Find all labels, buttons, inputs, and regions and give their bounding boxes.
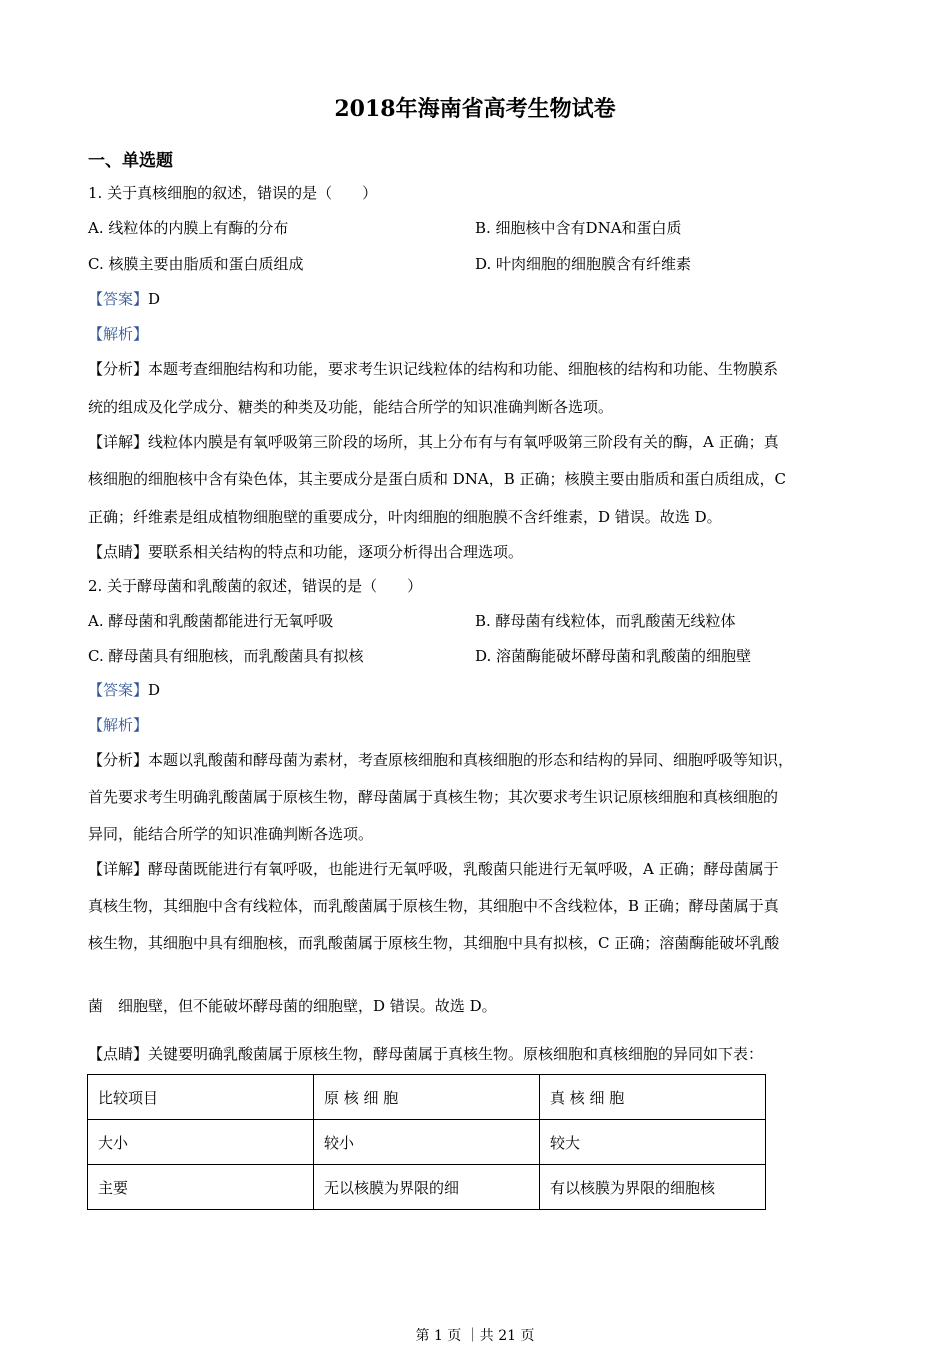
table-row (88, 1165, 766, 1210)
table-row (88, 1120, 766, 1165)
table-cell: 较大 (540, 1120, 766, 1165)
q2-xiangjie-line-4: 菌 细胞壁，但不能破坏酵母菌的细胞壁，D 错误。故选 D。 (88, 997, 497, 1015)
q2-xiangjie-text-1: 酵母菌既能进行有氧呼吸，也能进行无氧呼吸，乳酸菌只能进行无氧呼吸，A 正确；酵母菌属于 (148, 860, 779, 878)
q1-stem: 1. 关于真核细胞的叙述，错误的是（ ） (88, 184, 378, 202)
comparison-table (87, 1074, 766, 1210)
q1-dianjing-text: 要联系相关结构的特点和功能，逐项分析得出合理选项。 (148, 543, 524, 561)
q1-dianjing (88, 541, 523, 562)
table-cell: 主要 (88, 1165, 314, 1210)
q2-answer (88, 679, 160, 700)
q1-option-a: A. 线粒体的内膜上有酶的分布 (88, 219, 289, 237)
q1-dianjing-tag: 【点睛】 (88, 543, 149, 561)
q2-xiangjie-line-2: 真核生物，其细胞中含有线粒体，而乳酸菌属于原核生物，其细胞中不含线粒体，B 正确；酵母菌属于真 (88, 897, 779, 915)
q2-option-b: B. 酵母菌有线粒体，而乳酸菌无线粒体 (475, 612, 736, 630)
q2-dianjing-text: 关键要明确乳酸菌属于原核生物，酵母菌属于真核生物。原核细胞和真核细胞的异同如下表： (148, 1045, 764, 1063)
q2-fenxi-tag: 【分析】 (88, 751, 149, 769)
q2-stem: 2. 关于酵母菌和乳酸菌的叙述，错误的是（ ） (88, 577, 423, 595)
q1-fenxi-text-1: 本题考查细胞结构和功能，要求考生识记线粒体的结构和功能、细胞核的结构和功能、生物膜系 (148, 360, 779, 378)
q1-answer (88, 288, 160, 309)
q2-fenxi-text-1: 本题以乳酸菌和酵母菌为素材，考查原核细胞和真核细胞的形态和结构的异同、细胞呼吸等知识， (148, 751, 794, 769)
q2-fenxi-line-3: 异同，能结合所学的知识准确判断各选项。 (88, 825, 374, 843)
q2-answer-tag: 【答案】 (88, 681, 149, 699)
q2-xiangjie-tag: 【详解】 (88, 860, 149, 878)
q2-fenxi-line-2: 首先要求考生明确乳酸菌属于原核生物，酵母菌属于真核生物；其次要求考生识记原核细胞和真核细胞的 (88, 788, 779, 806)
table-cell: 有以核膜为界限的细胞核 (540, 1165, 766, 1210)
q2-xiangjie-line-3: 核生物，其细胞中具有细胞核，而乳酸菌属于原核生物，其细胞中具有拟核，C 正确；溶菌酶能破坏乳酸 (88, 934, 780, 952)
table-cell: 大小 (88, 1120, 314, 1165)
q1-xiangjie-line-2: 核细胞的细胞核中含有染色体，其主要成分是蛋白质和 DNA，B 正确；核膜主要由脂质和蛋白质组成，C (88, 470, 787, 488)
q2-xiangjie-line-1 (88, 858, 779, 879)
section-heading: 一、单选题 (88, 151, 173, 171)
q1-fenxi-line-2: 统的组成及化学成分、糖类的种类及功能，能结合所学的知识准确判断各选项。 (88, 398, 614, 416)
q2-dianjing (88, 1043, 763, 1064)
q2-dianjing-tag: 【点睛】 (88, 1045, 149, 1063)
q1-xiangjie-line-1 (88, 431, 779, 452)
q1-fenxi-tag: 【分析】 (88, 360, 149, 378)
q1-option-b: B. 细胞核中含有DNA和蛋白质 (475, 219, 682, 237)
table-cell: 真 核 细 胞 (540, 1075, 766, 1120)
q2-option-d: D. 溶菌酶能破坏酵母菌和乳酸菌的细胞壁 (475, 647, 752, 665)
q1-xiangjie-tag: 【详解】 (88, 433, 149, 451)
q2-option-c: C. 酵母菌具有细胞核，而乳酸菌具有拟核 (88, 647, 364, 665)
table-cell: 无以核膜为界限的细 (314, 1165, 540, 1210)
table-row (88, 1075, 766, 1120)
q1-option-c: C. 核膜主要由脂质和蛋白质组成 (88, 255, 304, 273)
table-cell: 原 核 细 胞 (314, 1075, 540, 1120)
q2-answer-value: D (148, 681, 161, 699)
q1-fenxi-line-1 (88, 358, 778, 379)
table-cell: 比较项目 (88, 1075, 314, 1120)
q1-xiangjie-line-3: 正确；纤维素是组成植物细胞壁的重要成分，叶肉细胞的细胞膜不含纤维素，D 错误。故选 D。 (88, 508, 722, 526)
q1-jiexi-tag: 【解析】 (88, 325, 149, 343)
table-cell: 较小 (314, 1120, 540, 1165)
q1-xiangjie-text-1: 线粒体内膜是有氧呼吸第三阶段的场所，其上分布有与有氧呼吸第三阶段有关的酶，A 正确；真 (148, 433, 779, 451)
q1-answer-value: D (148, 290, 161, 308)
q2-option-a: A. 酵母菌和乳酸菌都能进行无氧呼吸 (88, 612, 334, 630)
page-title: 2018年海南省高考生物试卷 (334, 96, 616, 122)
q2-fenxi-line-1 (88, 749, 793, 770)
q1-option-d: D. 叶肉细胞的细胞膜含有纤维素 (475, 255, 692, 273)
page-footer: 第 1 页 ｜共 21 页 (415, 1328, 535, 1344)
q2-jiexi-tag: 【解析】 (88, 716, 149, 734)
q1-answer-tag: 【答案】 (88, 290, 149, 308)
